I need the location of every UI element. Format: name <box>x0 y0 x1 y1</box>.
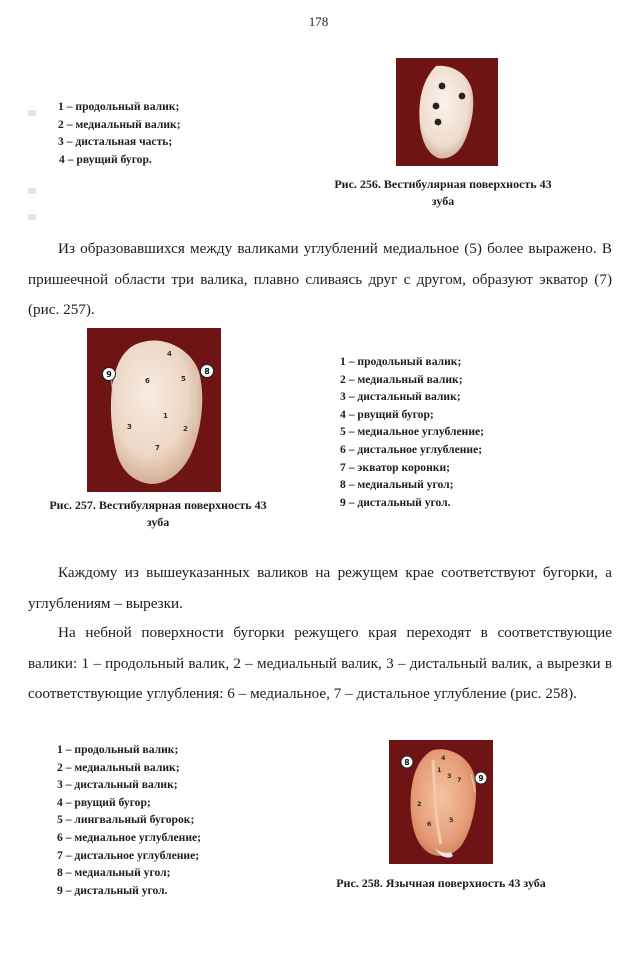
caption-line: зуба <box>146 515 170 529</box>
legend-item: 3 – дистальная часть; <box>58 135 173 149</box>
paragraph-3: На небной поверхности бугорки режущего края переходят в соответствующие валики: 1 – продольный валик, 2 – медиальный валик, 3 – дистальный валик, а вырезки в соответствующие углубления: 6 – медиальное, 7 – дистальное углубление (рис. 258). <box>28 624 612 702</box>
scan-artifact <box>28 214 36 220</box>
marker-label: 8 <box>204 367 210 376</box>
marker-label: 1 <box>163 412 168 420</box>
marker-label: 9 <box>106 370 112 379</box>
marker-label: 7 <box>457 776 462 784</box>
paragraph-2: Каждому из вышеуказанных валиков на режущем крае соответствуют бугорки, а углублениям – вырезки. <box>28 564 612 612</box>
marker-label: 6 <box>145 377 150 385</box>
paragraph-1: Из образовавшихся между валиками углублений медиальное (5) более выражено. В пришеечной области три валика, плавно сливаясь друг с другом, образуют экватор (7) (рис. 257). <box>28 240 612 318</box>
marker-label: 3 <box>447 772 452 780</box>
legend-item: 2 – медиальный валик; <box>340 372 463 386</box>
legend-fig-258 <box>57 741 201 899</box>
page-number: 178 <box>308 14 329 29</box>
legend-item: 8 – медиальный угол; <box>340 478 454 492</box>
legend-item: 5 – лингвальный бугорок; <box>57 813 195 827</box>
legend-item: 1 – продольный валик; <box>58 100 180 113</box>
legend-item: 3 – дистальный валик; <box>57 778 178 792</box>
figure-256-caption <box>292 176 594 210</box>
marker-label: 4 <box>167 350 172 358</box>
marker-label: 2 <box>417 800 422 808</box>
marker-label: 5 <box>449 816 454 824</box>
marker-label: 5 <box>181 375 186 383</box>
legend-item: 2 – медиальный валик; <box>57 760 180 774</box>
legend-item: 2 – медиальный валик; <box>58 117 181 131</box>
legend-item: 9 – дистальный угол. <box>57 883 168 897</box>
legend-item: 1 – продольный валик; <box>340 355 462 368</box>
legend-item: 7 – экватор коронки; <box>340 460 450 474</box>
legend-item: 8 – медиальный угол; <box>57 866 171 880</box>
legend-item: 4 – рвущий бугор. <box>59 152 152 166</box>
legend-item: 1 – продольный валик; <box>57 743 179 756</box>
figure-257-photo <box>87 328 221 492</box>
caption-line: Рис. 256. Вестибулярная поверхность 43 <box>334 177 552 191</box>
marker-label: 2 <box>183 425 188 433</box>
legend-item: 5 – медиальное углубление; <box>340 425 485 439</box>
marker-label: 4 <box>441 754 446 762</box>
caption-line: зуба <box>431 194 455 208</box>
legend-item: 3 – дистальный валик; <box>340 390 461 404</box>
marker-label: 9 <box>478 774 484 783</box>
legend-item: 6 – дистальное углубление; <box>340 442 483 456</box>
legend-item: 7 – дистальное углубление; <box>57 848 200 862</box>
figure-256-photo <box>396 58 498 166</box>
legend-item: 6 – медиальное углубление; <box>57 830 202 844</box>
legend-fig-257 <box>340 353 484 511</box>
marker-label: 3 <box>127 423 132 431</box>
marker-label: 1 <box>437 766 442 774</box>
legend-item: 4 – рвущий бугор; <box>57 795 151 809</box>
figure-258-caption: Рис. 258. Язычная поверхность 43 зуба <box>336 876 546 890</box>
legend-item: 9 – дистальный угол. <box>340 495 451 509</box>
legend-fig-256 <box>58 98 181 168</box>
scan-artifact <box>28 188 36 194</box>
caption-line: Рис. 257. Вестибулярная поверхность 43 <box>49 498 267 512</box>
marker-label: 6 <box>427 820 432 828</box>
figure-257-caption <box>22 497 294 531</box>
figure-258-photo <box>389 740 493 864</box>
legend-item: 4 – рвущий бугор; <box>340 407 434 421</box>
scan-artifact <box>28 110 36 116</box>
marker-label: 7 <box>155 444 160 452</box>
marker-label: 8 <box>404 758 410 767</box>
